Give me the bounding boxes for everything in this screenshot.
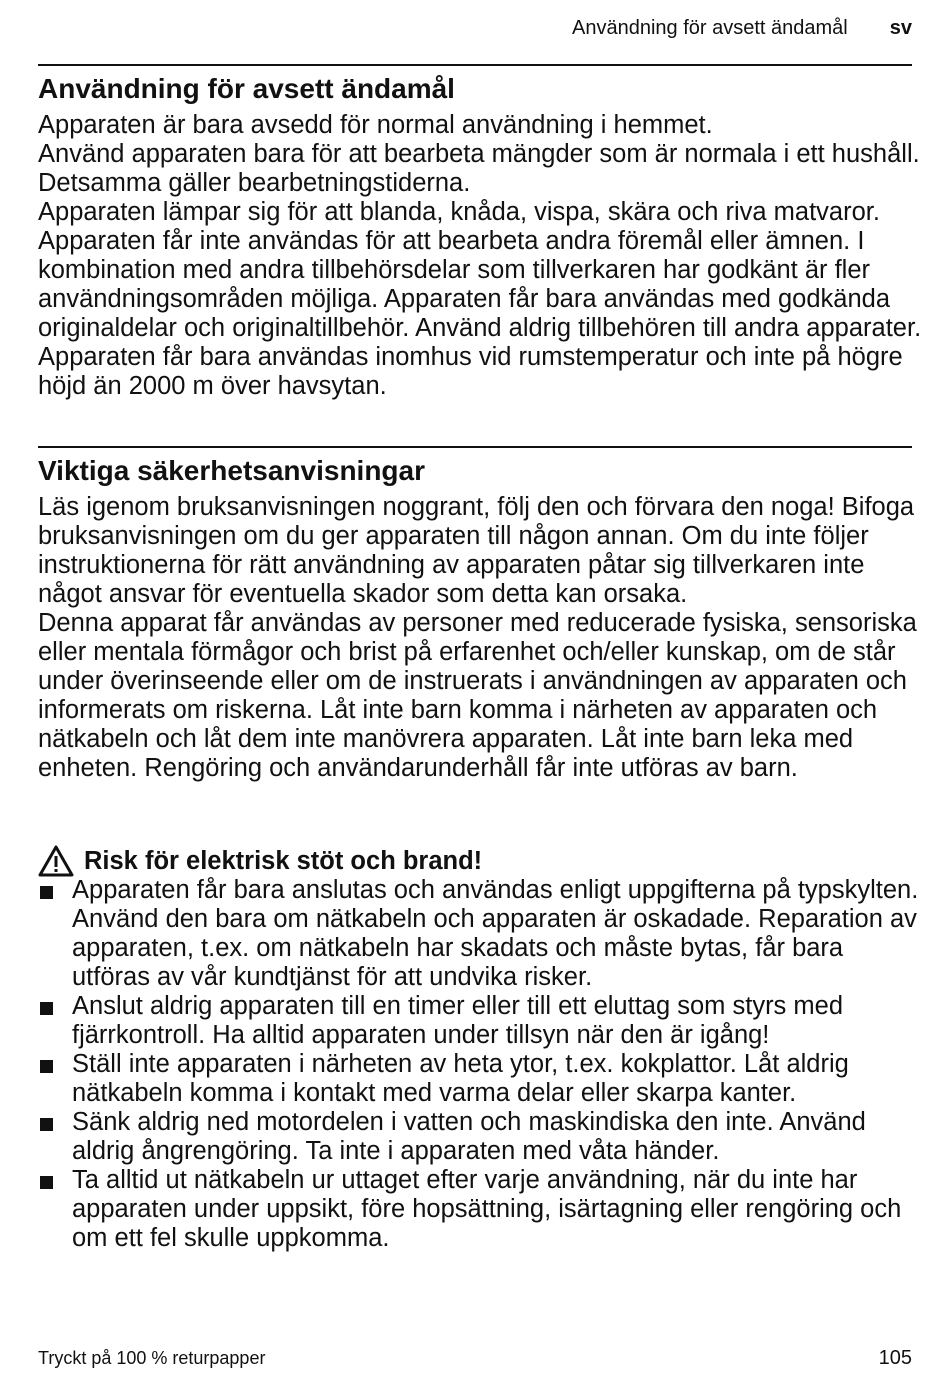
paragraph: Apparaten lämpar sig för att blanda, knåda, vispa, skära och riva matvaror. Apparaten får inte användas för att bearbeta andra föremål eller ämnen. I kombination med andra tillbehörsdelar som tillverkaren har godkänt är fler användningsområden möjliga. Apparaten får bara användas med godkända originaldelar och originaltillbehör. Använd aldrig tillbehören till andra apparater.: [38, 198, 922, 342]
section-heading-safety: Viktiga säkerhetsanvisningar: [38, 455, 425, 486]
footer-note: Tryckt på 100 % returpapper: [38, 1348, 266, 1368]
list-item: Apparaten får bara anslutas och användas enligt uppgifterna på typskylten. Använd den bara om nätkabeln och apparaten är oskadade. Reparation av apparaten, t.ex. om nätkabeln har skadats och måste bytas, får bara utföras av vår kundtjänst för att undvika risker.: [38, 876, 922, 992]
page-number: 105: [878, 1347, 912, 1369]
language-code: sv: [889, 17, 912, 39]
warning-heading: [38, 845, 482, 877]
section-heading-intended-use: Användning för avsett ändamål: [38, 73, 455, 104]
paragraph: Apparaten får bara användas inomhus vid rumstemperatur och inte på högre höjd än 2000 m över havsytan.: [38, 343, 903, 400]
section-divider-middle: [38, 446, 912, 448]
bullet-square-icon: [40, 1060, 53, 1073]
running-header-title: Användning för avsett ändamål: [572, 17, 848, 39]
intended-use-text: [38, 111, 922, 401]
list-item: Sänk aldrig ned motordelen i vatten och maskindiska den inte. Använd aldrig ångrengöring. Ta inte i apparaten med våta händer.: [38, 1108, 922, 1166]
bullet-square-icon: [40, 1002, 53, 1015]
safety-bullet-list: [38, 876, 922, 1253]
warning-triangle-icon: [38, 845, 74, 877]
paragraph: Apparaten är bara avsedd för normal användning i hemmet.: [38, 111, 713, 139]
paragraph: Läs igenom bruksanvisningen noggrant, följ den och förvara den noga! Bifoga bruksanvisningen om du ger apparaten till någon annan. Om du inte följer instruktionerna för rätt användning av apparaten påtar sig tillverkaren inte något ansvar för eventuella skador som detta kan orsaka.: [38, 493, 915, 608]
section-divider-top: [38, 64, 912, 66]
warning-title: Risk för elektrisk stöt och brand!: [84, 847, 483, 875]
paragraph: Använd apparaten bara för att bearbeta mängder som är normala i ett hushåll. Detsamma gäller bearbetningstiderna.: [38, 140, 920, 197]
bullet-square-icon: [40, 1118, 53, 1131]
list-item: Ställ inte apparaten i närheten av heta ytor, t.ex. kokplattor. Låt aldrig nätkabeln komma i kontakt med varma delar eller skarpa kanter.: [38, 1050, 922, 1108]
list-item: Ta alltid ut nätkabeln ur uttaget efter varje användning, när du inte har apparaten under uppsikt, före hopsättning, isärtagning eller rengöring och om ett fel skulle uppkomma.: [38, 1166, 922, 1253]
bullet-square-icon: [40, 1176, 53, 1189]
paragraph: Denna apparat får användas av personer med reducerade fysiska, sensoriska eller mentala förmågor och brist på erfarenhet och/eller kunskap, om de står under överinseende eller om de instruerats i användningen av apparaten och informerats om riskerna. Låt inte barn komma i närheten av apparaten och nätkabeln och låt dem inte manövrera apparaten. Låt inte barn leka med enheten. Rengöring och användarunderhåll får inte utföras av barn.: [38, 609, 917, 782]
running-header: [572, 14, 912, 42]
bullet-square-icon: [40, 886, 53, 899]
list-item: Anslut aldrig apparaten till en timer eller till ett eluttag som styrs med fjärrkontroll. Ha alltid apparaten under tillsyn när den är igång!: [38, 992, 922, 1050]
safety-text: [38, 493, 922, 783]
